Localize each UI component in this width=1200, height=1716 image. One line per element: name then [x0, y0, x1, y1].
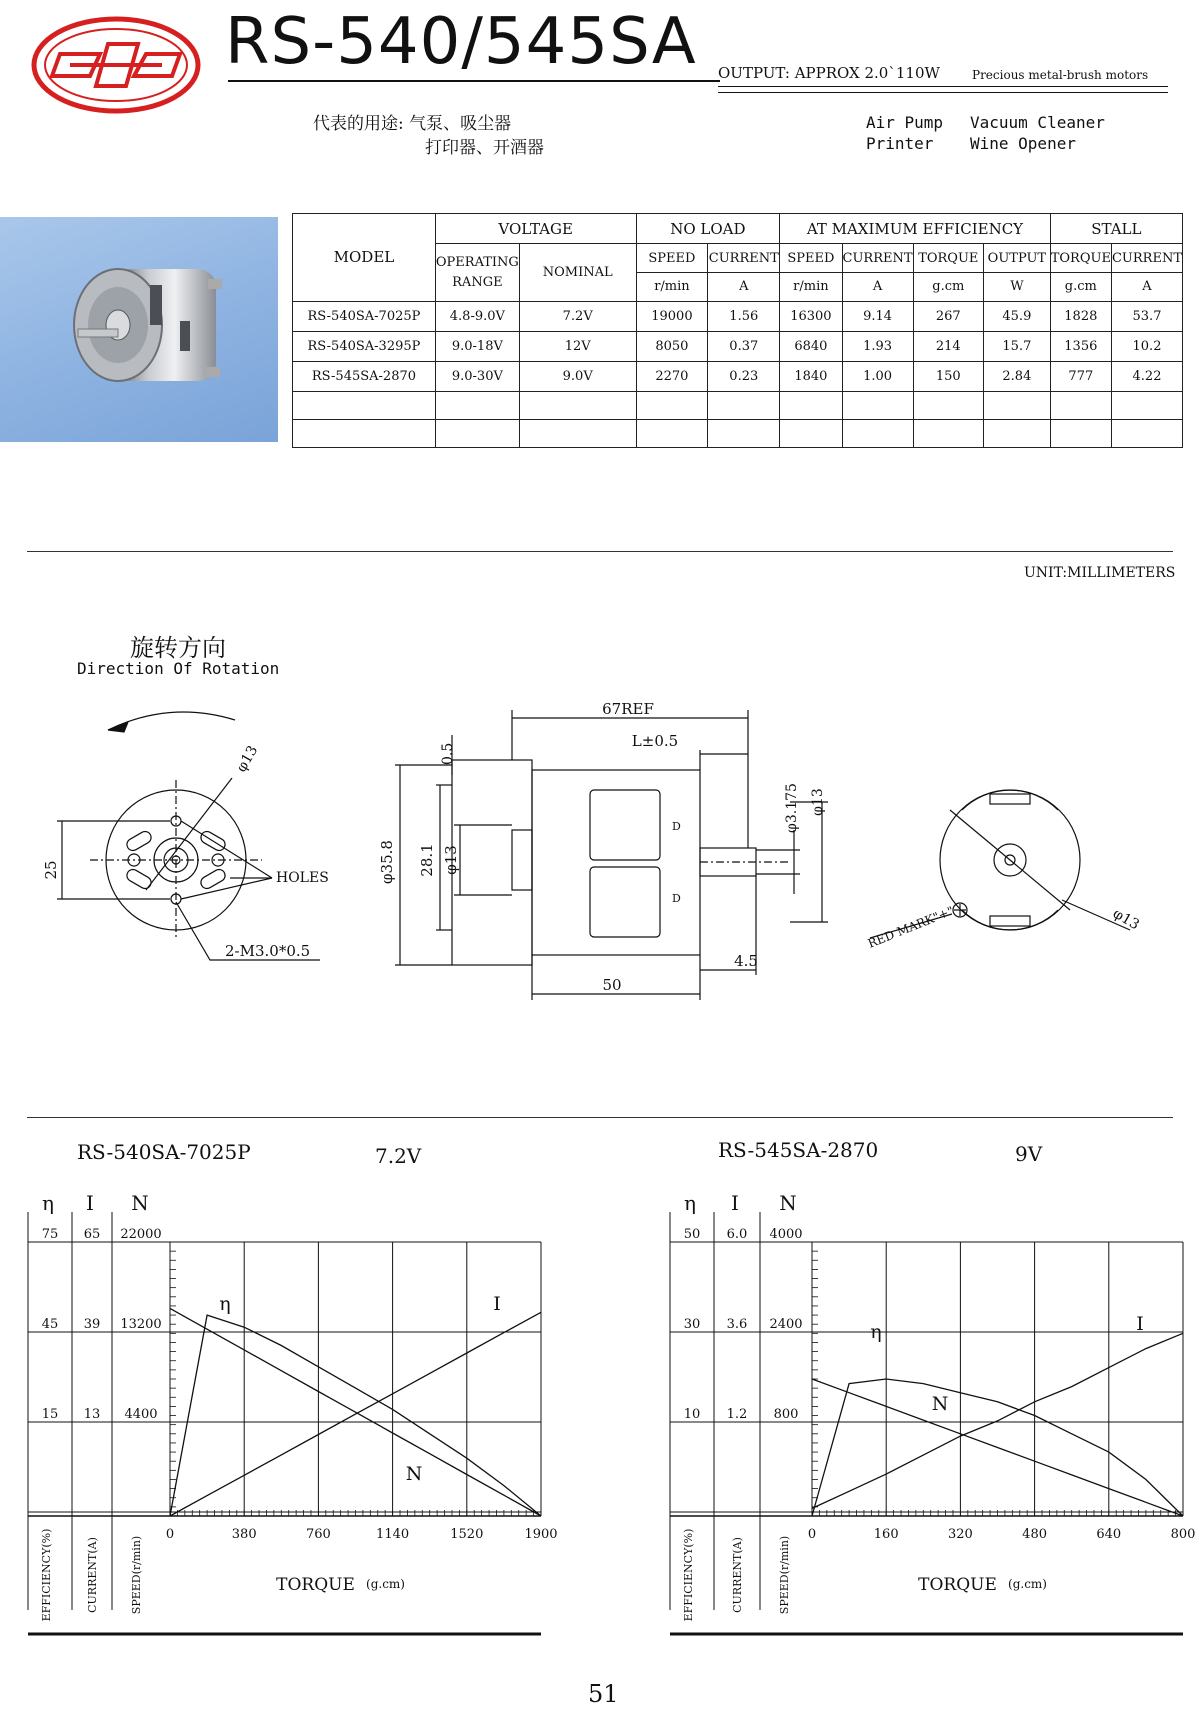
graph2-speed-curve	[812, 1379, 1183, 1516]
graph1-voltage: 7.2V	[375, 1144, 422, 1168]
brush-mark-d: D	[672, 820, 681, 833]
cell-me-torque: 150	[913, 362, 984, 392]
unit-nl-current: A	[708, 273, 780, 302]
cell-st-torque: 777	[1050, 362, 1111, 392]
page-number: 51	[588, 1680, 619, 1708]
graph2-curve-label-eta: η	[870, 1321, 882, 1343]
graph2-axis-symbol: N	[779, 1191, 797, 1215]
dim-25: 25	[42, 860, 60, 880]
front-view	[57, 778, 320, 960]
page-title: RS-540/545SA	[225, 5, 697, 79]
graph1-x-tick-label: 0	[165, 1527, 175, 1542]
cell-model: RS-540SA-7025P	[293, 301, 436, 331]
graph1-axis-symbol: I	[86, 1191, 94, 1215]
th-stall: STALL	[1050, 214, 1182, 244]
graph1-model: RS-540SA-7025P	[77, 1140, 251, 1164]
graph2-voltage: 9V	[1015, 1142, 1043, 1166]
graph1-x-tick-label: 1140	[376, 1527, 410, 1542]
graph1-x-tick-label: 380	[231, 1527, 257, 1542]
dim-0-5: 0.5	[440, 742, 456, 765]
dim-d13-front: φ13	[233, 743, 262, 775]
graph1-y-axis-title: EFFICIENCY(%)	[40, 1528, 53, 1622]
table-row	[293, 301, 1183, 331]
dim-d35-8: φ35.8	[378, 840, 396, 884]
screw-spec: 2-M3.0*0.5	[225, 942, 311, 960]
graph2-model: RS-545SA-2870	[718, 1138, 879, 1162]
graph2-y-axis-title: CURRENT(A)	[731, 1537, 744, 1613]
applications-cn-line1: 气泵、吸尘器	[409, 114, 512, 134]
graph1-axis-symbol: η	[42, 1191, 54, 1215]
applications-en	[866, 112, 1126, 156]
graph2-current-curve	[812, 1333, 1183, 1508]
cell-model: RS-545SA-2870	[293, 362, 436, 392]
output-rating: OUTPUT: APPROX 2.0`110W	[718, 64, 940, 82]
cell-me-current: 9.14	[842, 301, 913, 331]
graph1-x-tick-label: 760	[305, 1527, 331, 1542]
cell-me-speed: 6840	[780, 332, 842, 362]
cell-me-output: 2.84	[984, 362, 1051, 392]
vent-hole	[125, 829, 154, 852]
holes-label: HOLES	[276, 870, 329, 886]
graph1-x-tick-label: 1520	[450, 1527, 484, 1542]
performance-charts	[0, 1180, 1200, 1640]
graph2-x-tick-label: 480	[1022, 1527, 1048, 1542]
graph2-y-tick-label: 30	[683, 1317, 701, 1332]
graph2-y-tick-label: 3.6	[726, 1317, 748, 1332]
graph2-y-axis-title: EFFICIENCY(%)	[682, 1528, 695, 1622]
graph2-x-tick-label: 320	[947, 1527, 973, 1542]
graph2-y-tick-label: 10	[683, 1407, 701, 1422]
cell-me-torque: 214	[913, 332, 984, 362]
graph2-y-axis-title: SPEED(r/min)	[778, 1535, 791, 1615]
table-row	[293, 362, 1183, 392]
cell-operating: 9.0-18V	[435, 332, 519, 362]
graph2-y-tick-label: 800	[773, 1407, 799, 1422]
cell-me-current: 1.00	[842, 362, 913, 392]
cell-nominal: 9.0V	[519, 362, 636, 392]
cell-nl-speed: 8050	[636, 332, 708, 362]
unit-me-torque: g.cm	[913, 273, 984, 302]
th-me-speed: SPEED	[780, 244, 842, 273]
dim-d13-side: φ13	[442, 845, 460, 875]
graph1-y-tick-label: 4400	[124, 1407, 158, 1422]
motor-photo	[0, 217, 278, 442]
cell-nl-speed: 2270	[636, 362, 708, 392]
unit-me-output: W	[984, 273, 1051, 302]
graph1-y-tick-label: 15	[41, 1407, 59, 1422]
cell-st-torque: 1356	[1050, 332, 1111, 362]
cell-nl-speed: 19000	[636, 301, 708, 331]
vent-hole	[199, 867, 228, 890]
cell-me-speed: 16300	[780, 301, 842, 331]
th-nominal: NOMINAL	[519, 244, 636, 302]
brush-mark-d: D	[672, 892, 681, 905]
dim-28-1: 28.1	[418, 843, 436, 877]
red-mark-label: RED MARK"+"	[865, 903, 956, 951]
table-row-empty	[293, 419, 1183, 447]
app-wine-opener: Wine Opener	[970, 134, 1076, 153]
header-rule	[718, 86, 1168, 87]
rear-view	[870, 790, 1130, 938]
graph2-x-tick-label: 640	[1096, 1527, 1122, 1542]
graph1-curve-label-i: I	[493, 1293, 501, 1315]
graph1-y-axis-title: SPEED(r/min)	[130, 1535, 143, 1615]
table-row-empty	[293, 392, 1183, 420]
unit-me-current: A	[842, 273, 913, 302]
th-max-efficiency: AT MAXIMUM EFFICIENCY	[780, 214, 1050, 244]
graph1-y-tick-label: 39	[83, 1317, 101, 1332]
applications-cn-line2: 打印器、开酒器	[425, 138, 544, 158]
cell-me-torque: 267	[913, 301, 984, 331]
dim-4-5: 4.5	[734, 952, 758, 970]
cell-nominal: 7.2V	[519, 301, 636, 331]
rotation-title-cn: 旋转方向	[130, 634, 226, 662]
graph1-y-axis-title: CURRENT(A)	[86, 1537, 99, 1613]
cell-st-current: 10.2	[1111, 332, 1182, 362]
th-operating-range	[435, 244, 519, 302]
th-me-output: OUTPUT	[984, 244, 1051, 273]
company-logo	[30, 14, 202, 116]
graph1-y-tick-label: 13200	[120, 1317, 162, 1332]
cell-st-current: 53.7	[1111, 301, 1182, 331]
th-me-current: CURRENT	[842, 244, 913, 273]
graph1-x-tick-label: 1900	[524, 1527, 558, 1542]
cell-operating: 4.8-9.0V	[435, 301, 519, 331]
app-air-pump: Air Pump	[866, 113, 944, 132]
unit-st-torque: g.cm	[1050, 273, 1111, 302]
cell-nl-current: 1.56	[708, 301, 780, 331]
app-vacuum-cleaner: Vacuum Cleaner	[970, 113, 1105, 132]
graph1-y-tick-label: 13	[83, 1407, 101, 1422]
cell-me-output: 45.9	[984, 301, 1051, 331]
motor-illustration	[0, 217, 278, 442]
section-divider	[27, 551, 1173, 552]
cell-nominal: 12V	[519, 332, 636, 362]
cell-me-speed: 1840	[780, 362, 842, 392]
graph1-x-axis-title: TORQUE	[276, 1575, 355, 1595]
graph1-y-tick-label: 75	[41, 1227, 59, 1242]
graph2-x-axis-unit: (g.cm)	[1008, 1577, 1047, 1591]
th-me-torque: TORQUE	[913, 244, 984, 273]
graph2-x-tick-label: 800	[1170, 1527, 1196, 1542]
th-st-current: CURRENT	[1111, 244, 1182, 273]
cell-me-output: 15.7	[984, 332, 1051, 362]
unit-me-speed: r/min	[780, 273, 842, 302]
cell-st-torque: 1828	[1050, 301, 1111, 331]
th-nl-current: CURRENT	[708, 244, 780, 273]
graph1-x-axis-unit: (g.cm)	[366, 1577, 405, 1591]
unit-nl-speed: r/min	[636, 273, 708, 302]
graph2-x-tick-label: 160	[873, 1527, 899, 1542]
graph2-y-tick-label: 6.0	[726, 1227, 748, 1242]
graph1-y-tick-label: 45	[41, 1317, 59, 1332]
cell-st-current: 4.22	[1111, 362, 1182, 392]
dim-L: L±0.5	[631, 732, 679, 750]
th-model: MODEL	[293, 214, 436, 302]
dim-d13-rear: φ13	[1110, 905, 1142, 934]
graph1-y-tick-label: 65	[83, 1227, 101, 1242]
rotation-title-en: Direction Of Rotation	[77, 659, 280, 678]
graph2-y-tick-label: 4000	[769, 1227, 803, 1242]
graph2-y-tick-label: 2400	[769, 1317, 803, 1332]
graph2-curve-label-n: N	[931, 1393, 949, 1415]
spec-table	[292, 213, 1183, 448]
cell-nl-current: 0.23	[708, 362, 780, 392]
graph2-axis-symbol: η	[684, 1191, 696, 1215]
cell-operating: 9.0-30V	[435, 362, 519, 392]
section-divider	[27, 1117, 1173, 1118]
rotation-arrow	[108, 712, 235, 730]
th-no-load: NO LOAD	[636, 214, 780, 244]
header-rule-2	[718, 92, 1168, 93]
dim-d13-flange: φ13	[810, 788, 826, 816]
app-printer: Printer	[866, 134, 934, 153]
table-row	[293, 332, 1183, 362]
technical-drawing	[0, 690, 1200, 1010]
th-operating-1: OPERATING	[435, 254, 519, 270]
title-rule	[228, 80, 720, 82]
graph1-curve-label-n: N	[405, 1463, 423, 1485]
graph1-curve-label-eta: η	[219, 1293, 231, 1315]
graph1-axis-symbol: N	[131, 1191, 149, 1215]
unit-st-current: A	[1111, 273, 1182, 302]
rotation-arrowhead	[108, 722, 128, 732]
graph2-curve-label-i: I	[1136, 1313, 1144, 1335]
th-nl-speed: SPEED	[636, 244, 708, 273]
product-subtitle: Precious metal-brush motors	[972, 68, 1149, 82]
units-note: UNIT:MILLIMETERS	[1024, 565, 1176, 581]
dim-50: 50	[602, 976, 622, 994]
graph2-x-axis-title: TORQUE	[918, 1575, 997, 1595]
dim-67ref: 67REF	[602, 700, 654, 718]
vent-hole	[125, 867, 154, 890]
cell-nl-current: 0.37	[708, 332, 780, 362]
graph2-axis-symbol: I	[731, 1191, 739, 1215]
th-voltage: VOLTAGE	[435, 214, 636, 244]
graph2-y-tick-label: 50	[683, 1227, 701, 1242]
th-st-torque: TORQUE	[1050, 244, 1111, 273]
applications-cn	[313, 112, 544, 160]
dim-d3-175: φ3.175	[784, 783, 800, 833]
cell-me-current: 1.93	[842, 332, 913, 362]
graph1-y-tick-label: 22000	[120, 1227, 162, 1242]
graph2-y-tick-label: 1.2	[726, 1407, 748, 1422]
applications-label: 代表的用途:	[313, 114, 404, 134]
graph2-x-tick-label: 0	[807, 1527, 817, 1542]
th-operating-2: RANGE	[452, 274, 503, 290]
cell-model: RS-540SA-3295P	[293, 332, 436, 362]
